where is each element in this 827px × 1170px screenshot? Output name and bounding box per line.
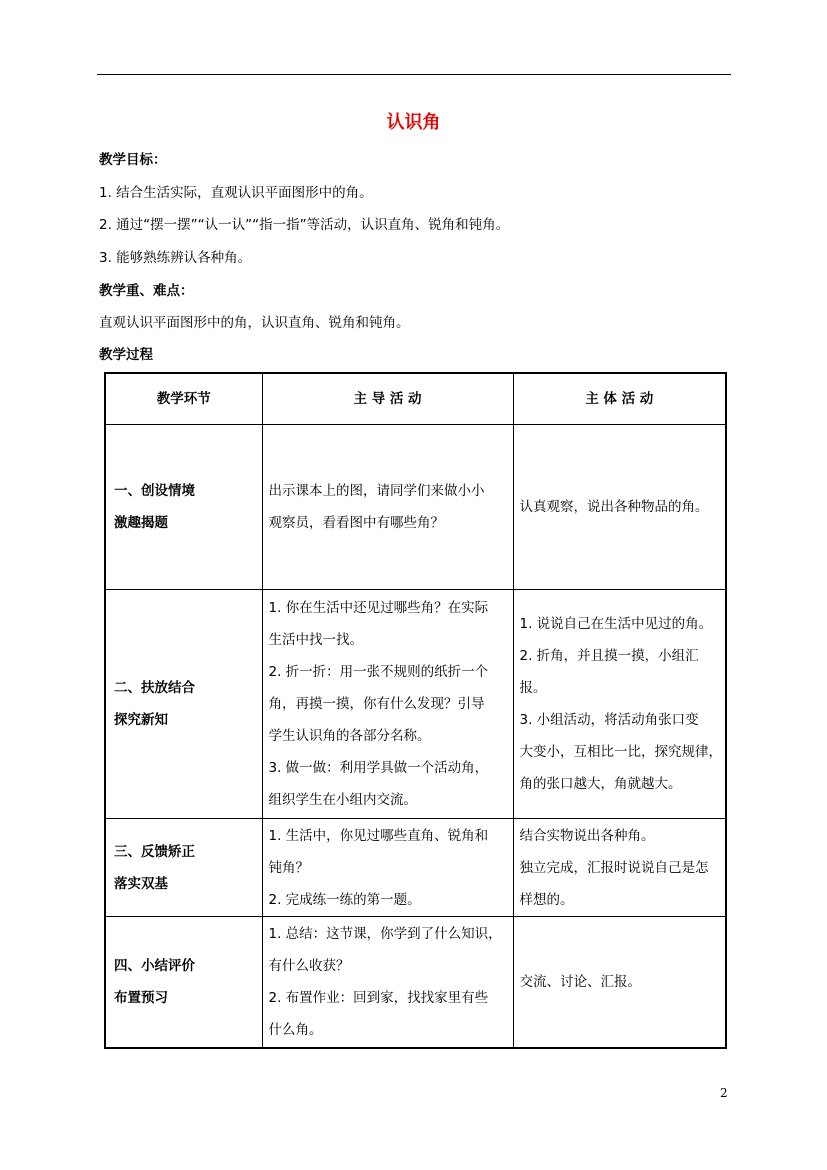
goal-item-1: 1. 结合生活实际，直观认识平面图形中的角。 bbox=[99, 185, 373, 201]
lead-activity-cell bbox=[262, 917, 513, 1048]
table-row bbox=[105, 590, 726, 819]
stage-cell bbox=[105, 819, 262, 917]
stage-line: 探究新知 bbox=[114, 712, 168, 728]
stage-cell bbox=[105, 425, 262, 590]
student-line: 样想的。 bbox=[519, 891, 574, 908]
student-line: 大变小，互相比一比，探究规律， bbox=[519, 744, 722, 760]
goal-item-3: 3. 能够熟练辨认各种角。 bbox=[99, 250, 252, 266]
page-title: 认识角 bbox=[386, 112, 441, 133]
lead-line: 1. 生活中，你见过哪些直角、锐角和 bbox=[268, 827, 489, 844]
lead-line: 角，再摸一摸，你有什么发现？引导 bbox=[268, 696, 485, 712]
header-stage: 教学环节 bbox=[105, 373, 262, 425]
student-line: 角的张口越大，角就越大。 bbox=[519, 776, 682, 792]
student-line: 2. 折角，并且摸一摸，小组汇 bbox=[519, 648, 699, 664]
stage-line: 四、小结评价 bbox=[114, 957, 195, 974]
student-line: 认真观察，说出各种物品的角。 bbox=[519, 499, 709, 515]
lead-line: 3. 做一做：利用学具做一个活动角， bbox=[268, 760, 489, 776]
lead-line: 学生认识角的各部分名称。 bbox=[268, 728, 431, 744]
process-table bbox=[104, 372, 727, 1049]
table-row bbox=[105, 819, 726, 917]
header-student-activity: 主 体 活 动 bbox=[513, 373, 726, 425]
header-rule bbox=[97, 74, 731, 75]
stage-line: 三、反馈矫正 bbox=[114, 843, 195, 860]
student-line: 3. 小组活动，将活动角张口变 bbox=[519, 712, 699, 728]
lead-line: 1. 总结：这节课，你学到了什么知识， bbox=[268, 925, 502, 942]
stage-line: 落实双基 bbox=[114, 875, 168, 892]
student-activity-cell bbox=[513, 590, 726, 819]
key-points-heading: 教学重、难点： bbox=[99, 283, 194, 299]
lead-line: 1. 你在生活中还见过哪些角？在实际 bbox=[268, 600, 489, 616]
student-line: 独立完成，汇报时说说自己是怎 bbox=[519, 859, 709, 876]
stage-line: 一、创设情境 bbox=[114, 483, 195, 499]
student-activity-cell bbox=[513, 425, 726, 590]
lead-activity-cell bbox=[262, 819, 513, 917]
student-line: 结合实物说出各种角。 bbox=[519, 827, 655, 844]
lead-line: 生活中找一找。 bbox=[268, 632, 363, 648]
lead-line: 组织学生在小组内交流。 bbox=[268, 792, 417, 808]
stage-cell bbox=[105, 917, 262, 1048]
lead-line: 2. 折一折：用一张不规则的纸折一个 bbox=[268, 664, 489, 680]
student-line: 交流、讨论、汇报。 bbox=[519, 973, 641, 990]
key-points-text: 直观认识平面图形中的角，认识直角、锐角和钝角。 bbox=[99, 315, 410, 331]
header-lead-activity: 主 导 活 动 bbox=[262, 373, 513, 425]
lead-line: 什么角。 bbox=[268, 1021, 323, 1038]
lead-activity-cell bbox=[262, 425, 513, 590]
student-line: 1. 说说自己在生活中见过的角。 bbox=[519, 616, 713, 632]
student-line: 报。 bbox=[519, 680, 547, 696]
table-row bbox=[105, 917, 726, 1048]
stage-line: 布置预习 bbox=[114, 989, 168, 1006]
student-activity-cell bbox=[513, 819, 726, 917]
lead-line: 2. 完成练一练的第一题。 bbox=[268, 891, 421, 908]
table-header-row bbox=[105, 373, 726, 425]
lead-line: 2. 布置作业：回到家，找找家里有些 bbox=[268, 989, 489, 1006]
stage-line: 激趣揭题 bbox=[114, 515, 168, 531]
lead-activity-cell bbox=[262, 590, 513, 819]
lead-line: 观察员，看看图中有哪些角？ bbox=[268, 515, 444, 531]
page-number: 2 bbox=[720, 1086, 728, 1100]
table-row bbox=[105, 425, 726, 590]
stage-line: 二、扶放结合 bbox=[114, 680, 195, 696]
student-activity-cell bbox=[513, 917, 726, 1048]
lead-line: 钝角？ bbox=[268, 859, 309, 876]
lead-line: 出示课本上的图，请同学们来做小小 bbox=[268, 483, 485, 499]
goals-heading: 教学目标： bbox=[99, 152, 167, 168]
process-heading: 教学过程 bbox=[99, 347, 153, 363]
lead-line: 有什么收获？ bbox=[268, 957, 350, 974]
stage-cell bbox=[105, 590, 262, 819]
goal-item-2: 2. 通过“摆一摆”“认一认”“指一指”等活动，认识直角、锐角和钝角。 bbox=[99, 217, 510, 233]
